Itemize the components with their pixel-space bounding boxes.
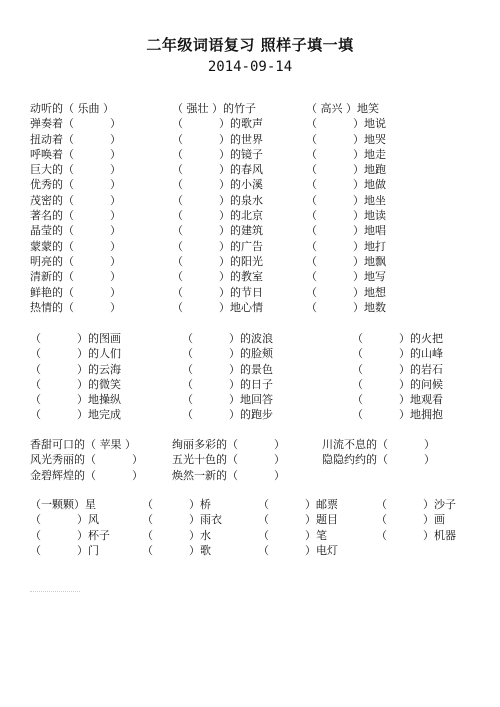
exercise-row (30, 497, 470, 512)
fill-in-item: （ ）的世界 (172, 132, 263, 146)
fill-in-item: 清新的（ ） (30, 270, 121, 284)
fill-in-item: （ ）的脸颊 (182, 347, 273, 361)
exercise-row (30, 468, 470, 483)
exercise-row (30, 362, 470, 377)
fill-in-item: 蒙蒙的（ ） (30, 239, 121, 253)
fill-in-item: 川流不息的（ ） (322, 438, 435, 451)
exercise-row (30, 162, 470, 177)
fill-in-item: （ ）的教室 (172, 270, 263, 284)
exercise-row (30, 407, 470, 422)
fill-in-item: （ ）地飘 (306, 254, 386, 268)
fill-in-item: （ 高兴 ）地笑 (306, 102, 379, 115)
exercise-row (30, 377, 470, 392)
fill-in-item: （ ）地打 (306, 239, 386, 253)
fill-in-item: 茂密的（ ） (30, 193, 121, 207)
fill-in-item: （ ）的泉水 (172, 193, 263, 207)
fill-in-item: （ ）地说 (306, 117, 386, 131)
exercise-row (30, 331, 470, 346)
fill-in-item: （ ）的图画 (30, 332, 121, 345)
fill-in-item: （ ）的小溪 (172, 178, 263, 192)
fill-in-item: （ ）画 (376, 513, 445, 527)
fill-in-item: （ ）的广告 (172, 239, 263, 253)
fill-in-item: （ ）的跑步 (182, 408, 273, 422)
fill-in-item: （ ）雨衣 (142, 513, 222, 527)
fill-in-item: （ ）的火把 (352, 332, 443, 345)
fill-in-item: 著名的（ ） (30, 209, 121, 223)
fill-in-item: （ ）歌 (142, 543, 211, 557)
fill-in-item: （ ）地坐 (306, 193, 386, 207)
fill-in-item: （ ）的镜子 (172, 147, 263, 161)
fill-in-item: （ 强壮 ）的竹子 (172, 102, 256, 115)
fill-in-item: （ ）题目 (258, 513, 338, 527)
exercise-row (30, 346, 470, 361)
fill-in-item: （ ）的建筑 (172, 224, 263, 238)
fill-in-item: （ ）地跑 (306, 163, 386, 177)
fill-in-item: 优秀的（ ） (30, 178, 121, 192)
fill-in-item: 隐隐约约的（ ） (322, 453, 435, 467)
fill-in-item: （ ）的人们 (30, 347, 121, 361)
fill-in-item: （ ）杯子 (30, 528, 110, 542)
exercise-row (30, 300, 470, 315)
fill-in-item: 动听的（ 乐曲 ） (30, 102, 114, 115)
fill-in-item: （ ）地心情 (172, 300, 263, 314)
fill-in-item: （ ）地操纵 (30, 393, 121, 407)
fill-in-item: 风光秀丽的（ ） (30, 453, 143, 467)
fill-in-item: （ ）地做 (306, 178, 386, 192)
fill-in-item: 热情的（ ） (30, 300, 121, 314)
fill-in-item: 晶莹的（ ） (30, 224, 121, 238)
fill-in-item: 焕然一新的（ ） (172, 468, 285, 482)
section-idioms (30, 437, 470, 483)
fill-in-item: （ ）的岩石 (352, 362, 443, 376)
fill-in-item: 呼唤着（ ） (30, 147, 121, 161)
fill-in-item: 五光十色的（ ） (172, 453, 285, 467)
fill-in-item: （ ）地写 (306, 270, 386, 284)
fill-in-item: （ ）的阳光 (172, 254, 263, 268)
exercise-row (30, 223, 470, 238)
exercise-row (30, 177, 470, 192)
fill-in-item: （ ）的景色 (182, 362, 273, 376)
fill-in-item: （ ）桥 (142, 498, 211, 511)
section-descriptive-phrases (30, 331, 470, 423)
fill-in-item: （ ）地哭 (306, 132, 386, 146)
fill-in-item: （ ）地拥抱 (352, 408, 443, 422)
fill-in-item: 巨大的（ ） (30, 163, 121, 177)
fill-in-item: （ ）的日子 (182, 377, 273, 391)
fill-in-item: 鲜艳的（ ） (30, 285, 121, 299)
fill-in-item: （ ）的云海 (30, 362, 121, 376)
exercise-row (30, 528, 470, 543)
fill-in-item: （ ）地完成 (30, 408, 121, 422)
fill-in-item: （ ）的节日 (172, 285, 263, 299)
fill-in-item: 扭动着（ ） (30, 132, 121, 146)
fill-in-item: （ ）的微笑 (30, 377, 121, 391)
fill-in-item: （ ）电灯 (258, 543, 338, 557)
fill-in-item: 香甜可口的（ 苹果 ） (30, 438, 136, 451)
exercise-row (30, 452, 470, 467)
exercise-row (30, 254, 470, 269)
fill-in-item: 明亮的（ ） (30, 254, 121, 268)
fill-in-item: （ ）沙子 (376, 498, 456, 511)
fill-in-item: （ ）风 (30, 513, 99, 527)
exercise-row (30, 101, 470, 116)
fill-in-item: （ ）笔 (258, 528, 327, 542)
fill-in-item: （ ）门 (30, 543, 99, 557)
fill-in-item: （ ）地观看 (352, 393, 443, 407)
fill-in-item: （ ）地唱 (306, 224, 386, 238)
exercise-row (30, 116, 470, 131)
exercise-row (30, 208, 470, 223)
footer-divider (30, 591, 80, 593)
fill-in-item: （ ）地回答 (182, 393, 273, 407)
fill-in-item: （ ）的歌声 (172, 117, 263, 131)
exercise-row (30, 543, 470, 558)
section-adjective-noun (30, 101, 470, 315)
page-title: 二年级词语复习 照样子填一填 (146, 36, 354, 54)
exercise-row (30, 269, 470, 284)
fill-in-item: （ ）的波浪 (182, 332, 273, 345)
exercise-row (30, 512, 470, 527)
exercise-row (30, 147, 470, 162)
page-date: 2014-09-14 (207, 59, 293, 75)
exercise-row (30, 285, 470, 300)
fill-in-item: （ ）水 (142, 528, 211, 542)
fill-in-item: （ ）的山峰 (352, 347, 443, 361)
exercise-row (30, 132, 470, 147)
fill-in-item: （ ）的问候 (352, 377, 443, 391)
fill-in-item: （ ）机器 (376, 528, 456, 542)
fill-in-item: 绚丽多彩的（ ） (172, 438, 285, 451)
fill-in-item: （ ）地读 (306, 209, 386, 223)
fill-in-item: （ ）地想 (306, 285, 386, 299)
fill-in-item: 金碧辉煌的（ ） (30, 468, 143, 482)
fill-in-item: （ ）地数 (306, 300, 386, 314)
exercise-row (30, 193, 470, 208)
fill-in-item: 弹奏着（ ） (30, 117, 121, 131)
fill-in-item: （ ）地走 (306, 147, 386, 161)
exercise-row (30, 437, 470, 452)
fill-in-item: （ ）邮票 (258, 498, 338, 511)
fill-in-item: （ ）的北京 (172, 209, 263, 223)
exercise-row (30, 239, 470, 254)
fill-in-item: （ ）的春风 (172, 163, 263, 177)
exercise-row (30, 392, 470, 407)
fill-in-item: （一颗颗）星 (30, 498, 96, 511)
section-measure-words (30, 497, 470, 558)
